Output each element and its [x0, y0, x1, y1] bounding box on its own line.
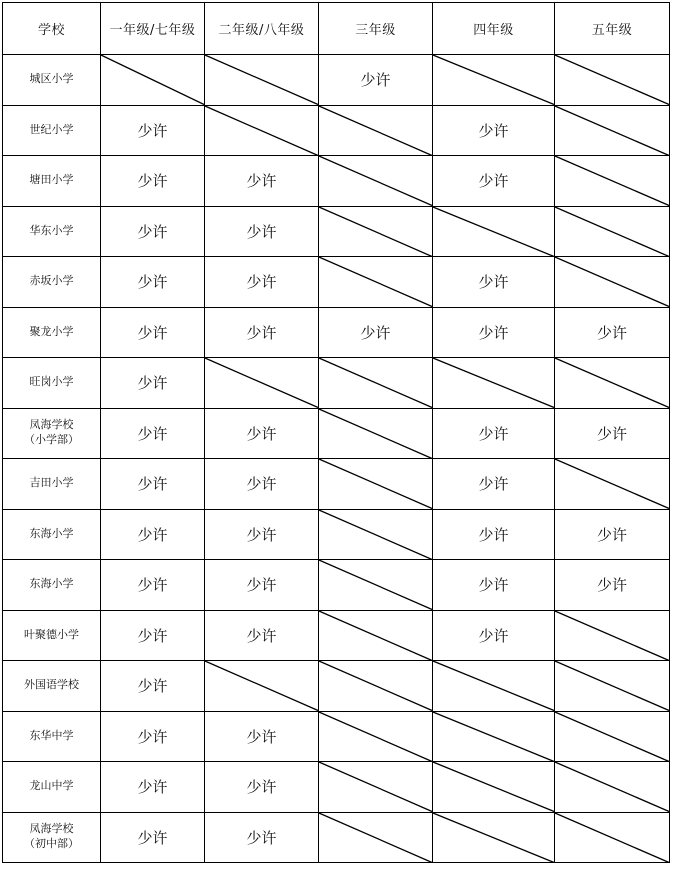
empty-slashed-cell [319, 661, 433, 712]
diagonal-slash [433, 712, 554, 762]
school-name: 叶聚德小学 [24, 627, 79, 641]
empty-slashed-cell [433, 358, 555, 409]
school-name-cell [3, 610, 101, 661]
diagonal-slash [205, 106, 318, 156]
table-row [3, 560, 670, 611]
diagonal-slash [555, 106, 669, 156]
vacancy-cell: 少许 [433, 257, 555, 308]
slash-line [433, 358, 554, 408]
school-name: 世纪小学 [29, 122, 74, 136]
school-name-cell [3, 358, 101, 409]
empty-slashed-cell [319, 408, 433, 459]
empty-slashed-cell [319, 257, 433, 308]
table-row [3, 358, 670, 409]
diagonal-slash [319, 560, 432, 610]
empty-slashed-cell [433, 206, 555, 257]
vacancy-cell: 少许 [205, 509, 319, 560]
slash-line [319, 106, 432, 156]
vacancy-cell: 少许 [101, 358, 205, 409]
school-name: 凤海学校 （初中部） [24, 822, 79, 851]
slash-line [555, 712, 669, 762]
vacancy-cell: 少许 [433, 610, 555, 661]
school-name: 东海小学 [29, 526, 74, 540]
slash-line [319, 762, 432, 812]
diagonal-slash [555, 611, 669, 661]
empty-slashed-cell [433, 711, 555, 762]
school-name: 吉田小学 [29, 476, 74, 490]
school-name: 城区小学 [29, 72, 74, 86]
diagonal-slash [205, 358, 318, 408]
empty-slashed-cell [319, 509, 433, 560]
diagonal-slash [555, 762, 669, 812]
school-name: 华东小学 [29, 223, 74, 237]
slash-line [205, 661, 318, 711]
diagonal-slash [555, 459, 669, 509]
school-name: 东华中学 [29, 728, 74, 742]
vacancy-cell: 少许 [101, 105, 205, 156]
header-grade-5: 五年级 [555, 3, 670, 55]
diagonal-slash [319, 712, 432, 762]
slash-line [319, 358, 432, 408]
slash-line [433, 712, 554, 762]
empty-slashed-cell [555, 459, 670, 510]
table-row [3, 307, 670, 358]
diagonal-slash [319, 813, 432, 863]
vacancy-cell: 少许 [433, 105, 555, 156]
vacancy-cell: 少许 [101, 307, 205, 358]
empty-slashed-cell [101, 55, 205, 106]
school-name-cell [3, 711, 101, 762]
vacancy-cell: 少许 [205, 610, 319, 661]
empty-slashed-cell [555, 105, 670, 156]
vacancy-cell: 少许 [101, 408, 205, 459]
vacancy-cell: 少许 [101, 257, 205, 308]
vacancy-cell: 少许 [205, 560, 319, 611]
slash-line [433, 55, 554, 105]
slash-line [319, 156, 432, 206]
empty-slashed-cell [433, 762, 555, 813]
slash-line [555, 661, 669, 711]
school-name: 塘田小学 [29, 173, 74, 187]
diagonal-slash [319, 358, 432, 408]
slash-line [319, 813, 432, 863]
diagonal-slash [319, 510, 432, 560]
vacancy-cell: 少许 [101, 459, 205, 510]
slash-line [319, 661, 432, 711]
diagonal-slash [319, 611, 432, 661]
vacancy-cell: 少许 [319, 55, 433, 106]
school-name-cell [3, 408, 101, 459]
empty-slashed-cell [319, 762, 433, 813]
vacancy-cell: 少许 [205, 206, 319, 257]
vacancy-cell: 少许 [555, 408, 670, 459]
vacancy-cell: 少许 [101, 812, 205, 863]
table-row [3, 661, 670, 712]
empty-slashed-cell [319, 610, 433, 661]
slash-line [555, 762, 669, 812]
diagonal-slash [555, 712, 669, 762]
slash-line [319, 510, 432, 560]
school-name-cell [3, 105, 101, 156]
diagonal-slash [319, 257, 432, 307]
vacancy-cell: 少许 [555, 307, 670, 358]
slash-line [205, 358, 318, 408]
school-name: 外国语学校 [24, 678, 79, 692]
diagonal-slash [433, 55, 554, 105]
slash-line [319, 611, 432, 661]
school-name-cell [3, 156, 101, 207]
vacancy-cell: 少许 [205, 156, 319, 207]
slash-line [319, 712, 432, 762]
vacancy-cell: 少许 [555, 509, 670, 560]
vacancy-cell: 少许 [101, 206, 205, 257]
table-row [3, 812, 670, 863]
slash-line [319, 459, 432, 509]
table-row [3, 711, 670, 762]
slash-line [555, 813, 669, 863]
table-row [3, 509, 670, 560]
school-name: 东海小学 [29, 577, 74, 591]
slash-line [555, 207, 669, 257]
header-grade-3: 三年级 [319, 3, 433, 55]
empty-slashed-cell [555, 206, 670, 257]
vacancy-cell: 少许 [555, 560, 670, 611]
school-name: 旺岗小学 [29, 375, 74, 389]
slash-line [205, 106, 318, 156]
slash-line [433, 813, 554, 863]
vacancy-cell: 少许 [205, 257, 319, 308]
slash-line [433, 207, 554, 257]
vacancy-cell: 少许 [101, 762, 205, 813]
vacancy-cell: 少许 [205, 711, 319, 762]
diagonal-slash [205, 661, 318, 711]
table-row [3, 206, 670, 257]
vacancy-cell: 少许 [433, 307, 555, 358]
slash-line [319, 560, 432, 610]
vacancy-cell: 少许 [101, 560, 205, 611]
school-name: 赤坂小学 [29, 274, 74, 288]
diagonal-slash [319, 106, 432, 156]
slash-line [555, 106, 669, 156]
school-name-cell [3, 55, 101, 106]
school-name-cell [3, 459, 101, 510]
vacancy-cell: 少许 [205, 459, 319, 510]
vacancy-cell: 少许 [433, 560, 555, 611]
school-name-cell [3, 812, 101, 863]
diagonal-slash [319, 156, 432, 206]
diagonal-slash [555, 156, 669, 206]
vacancy-cell: 少许 [205, 762, 319, 813]
vacancy-cell: 少许 [433, 156, 555, 207]
slash-line [319, 207, 432, 257]
slash-line [555, 611, 669, 661]
school-vacancy-table [2, 2, 670, 863]
empty-slashed-cell [319, 560, 433, 611]
table-row [3, 55, 670, 106]
school-name-cell [3, 307, 101, 358]
diagonal-slash [101, 55, 204, 105]
empty-slashed-cell [205, 55, 319, 106]
diagonal-slash [319, 207, 432, 257]
slash-line [101, 55, 204, 105]
vacancy-cell: 少许 [205, 812, 319, 863]
slash-line [555, 358, 669, 408]
vacancy-cell: 少许 [205, 307, 319, 358]
table-row [3, 610, 670, 661]
header-grade-1-7: 一年级/七年级 [101, 3, 205, 55]
table-body [3, 55, 670, 863]
vacancy-cell: 少许 [433, 509, 555, 560]
slash-line [555, 156, 669, 206]
diagonal-slash [555, 813, 669, 863]
diagonal-slash [433, 813, 554, 863]
school-name-cell [3, 661, 101, 712]
diagonal-slash [555, 257, 669, 307]
empty-slashed-cell [319, 206, 433, 257]
diagonal-slash [319, 459, 432, 509]
empty-slashed-cell [319, 711, 433, 762]
vacancy-cell: 少许 [101, 156, 205, 207]
empty-slashed-cell [555, 762, 670, 813]
table-row [3, 408, 670, 459]
school-name-cell [3, 509, 101, 560]
empty-slashed-cell [555, 812, 670, 863]
slash-line [555, 257, 669, 307]
diagonal-slash [433, 207, 554, 257]
diagonal-slash [555, 358, 669, 408]
school-name-cell [3, 257, 101, 308]
diagonal-slash [555, 207, 669, 257]
diagonal-slash [433, 661, 554, 711]
school-name-cell [3, 762, 101, 813]
diagonal-slash [555, 661, 669, 711]
empty-slashed-cell [555, 358, 670, 409]
school-name: 聚龙小学 [29, 324, 74, 338]
table-row [3, 459, 670, 510]
empty-slashed-cell [555, 257, 670, 308]
diagonal-slash [433, 762, 554, 812]
school-name-cell [3, 560, 101, 611]
empty-slashed-cell [319, 156, 433, 207]
empty-slashed-cell [433, 812, 555, 863]
empty-slashed-cell [433, 55, 555, 106]
diagonal-slash [205, 55, 318, 105]
diagonal-slash [433, 358, 554, 408]
header-row [3, 3, 670, 55]
vacancy-cell: 少许 [101, 711, 205, 762]
empty-slashed-cell [319, 358, 433, 409]
empty-slashed-cell [433, 661, 555, 712]
vacancy-cell: 少许 [433, 408, 555, 459]
table-row [3, 156, 670, 207]
empty-slashed-cell [555, 610, 670, 661]
diagonal-slash [319, 661, 432, 711]
vacancy-cell: 少许 [205, 408, 319, 459]
header-grade-4: 四年级 [433, 3, 555, 55]
empty-slashed-cell [555, 711, 670, 762]
header-grade-2-8: 二年级/八年级 [205, 3, 319, 55]
diagonal-slash [319, 409, 432, 459]
school-name-cell [3, 206, 101, 257]
header-school: 学校 [3, 3, 101, 55]
vacancy-cell: 少许 [101, 509, 205, 560]
vacancy-cell: 少许 [319, 307, 433, 358]
school-name: 龙山中学 [29, 779, 74, 793]
slash-line [319, 257, 432, 307]
empty-slashed-cell [555, 55, 670, 106]
empty-slashed-cell [319, 459, 433, 510]
vacancy-cell: 少许 [101, 610, 205, 661]
slash-line [433, 762, 554, 812]
vacancy-cell: 少许 [433, 459, 555, 510]
slash-line [433, 661, 554, 711]
diagonal-slash [319, 762, 432, 812]
school-name: 凤海学校 （小学部） [24, 418, 79, 447]
slash-line [555, 459, 669, 509]
empty-slashed-cell [555, 661, 670, 712]
empty-slashed-cell [319, 812, 433, 863]
table-row [3, 257, 670, 308]
table-row [3, 105, 670, 156]
empty-slashed-cell [319, 105, 433, 156]
empty-slashed-cell [205, 105, 319, 156]
slash-line [319, 409, 432, 459]
vacancy-cell: 少许 [101, 661, 205, 712]
slash-line [555, 55, 669, 105]
slash-line [205, 55, 318, 105]
diagonal-slash [555, 55, 669, 105]
table-row [3, 762, 670, 813]
empty-slashed-cell [555, 156, 670, 207]
empty-slashed-cell [205, 661, 319, 712]
empty-slashed-cell [205, 358, 319, 409]
